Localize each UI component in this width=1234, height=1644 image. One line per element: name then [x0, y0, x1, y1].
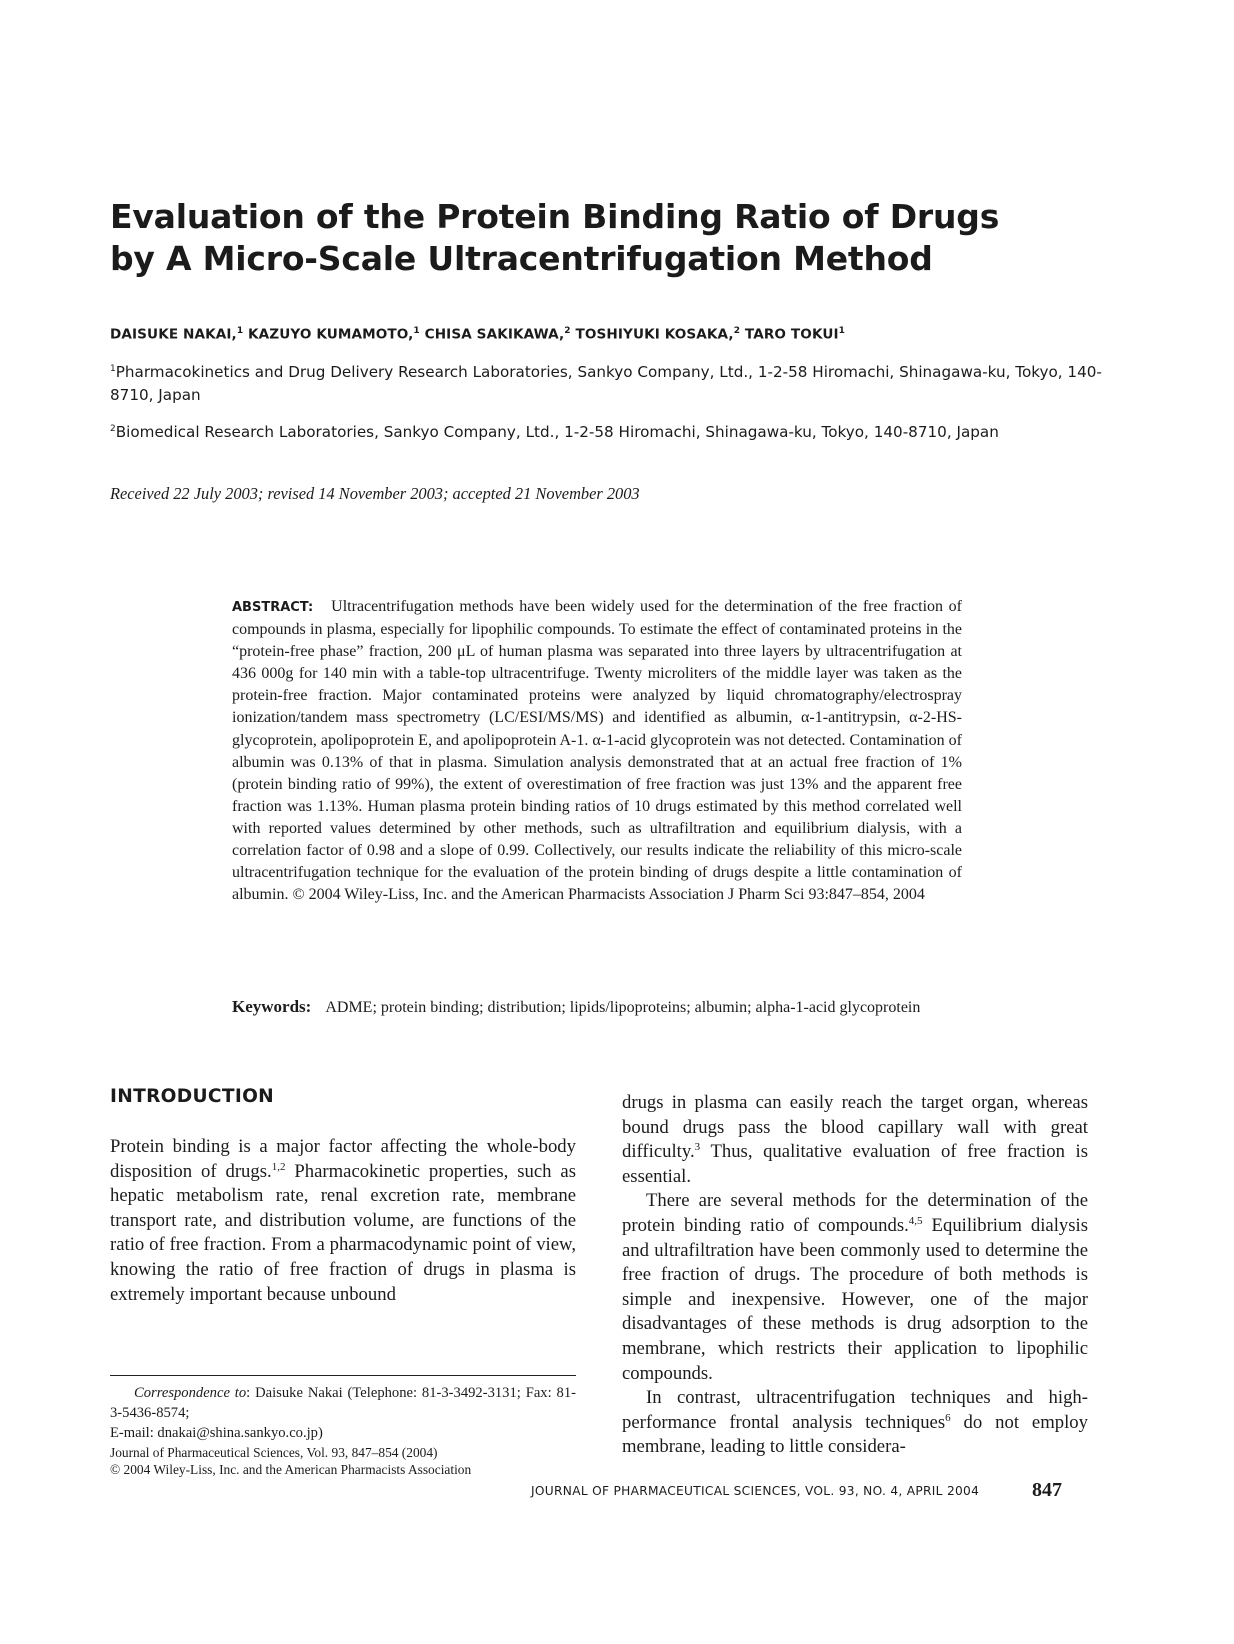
author-affiliation-mark: 2 — [733, 326, 741, 336]
keywords-text: ADME; protein binding; distribution; lipids/lipoproteins; albumin; alpha-1-acid glycoprotein — [325, 999, 921, 1016]
reference-citation: 4,5 — [908, 1214, 923, 1227]
page-number: 847 — [1032, 1479, 1062, 1501]
section-heading-introduction: INTRODUCTION — [110, 1086, 275, 1107]
author-name: CHISA SAKIKAWA, — [424, 326, 565, 343]
journal-citation-note: Journal of Pharmaceutical Sciences, Vol. 93, 847–854 (2004) © 2004 Wiley-Liss, Inc. and the American Pharmacists Association — [110, 1445, 472, 1477]
author-name: KAZUYO KUMAMOTO, — [248, 326, 414, 343]
keywords-label: Keywords: — [232, 997, 312, 1016]
title-line-2: by A Micro-Scale Ultracentrifugation Method — [110, 239, 933, 278]
affiliation-1: $^1$Pharmacokinetics and Drug Delivery Research Laboratories, Sankyo Company, Ltd., 1-2-58 Hiromachi, Shinagawa-ku, Tokyo, 140-8710, Japan — [110, 363, 1102, 405]
author-list — [110, 326, 1150, 343]
author-affiliation-mark: 1 — [413, 326, 420, 336]
footnote-divider — [110, 1375, 576, 1376]
author-name: TOSHIYUKI KOSAKA, — [575, 326, 734, 343]
abstract — [232, 596, 962, 906]
affiliation-2: $^2$Biomedical Research Laboratories, Sankyo Company, Ltd., 1-2-58 Hiromachi, Shinagawa-ku, Tokyo, 140-8710, Japan — [110, 423, 999, 442]
paragraph: drugs in plasma can easily reach the target organ, whereas bound drugs pass the blood capillary wall with great difficulty.$^3$ Thus, qualitative evaluation of free fraction is essential. — [622, 1092, 1088, 1187]
paragraph: In contrast, ultracentrifugation techniques and high-performance frontal analysis techniques$^6$ do not employ membrane, leading to little considera- — [622, 1387, 1088, 1458]
author-name: TARO TOKUI — [744, 326, 839, 343]
reference-citation: 3 — [694, 1140, 701, 1153]
left-column — [110, 1135, 576, 1307]
received-dates: Received 22 July 2003; revised 14 November 2003; accepted 21 November 2003 — [110, 484, 640, 503]
right-column — [622, 1091, 1088, 1460]
article-title — [110, 196, 1110, 280]
author-affiliation-mark: 2 — [564, 326, 571, 336]
paragraph: There are several methods for the determination of the protein binding ratio of compounds.$^{4,5}$ Equilibrium dialysis and ultrafiltration have been commonly used to determine the free fraction of drugs. The procedure of both methods is simple and inexpensive. However, one of the major disadvantages of these methods is drug adsorption to the membrane, which restricts their application to lipophilic compounds. — [622, 1190, 1088, 1384]
reference-citation: 6 — [945, 1411, 951, 1424]
correspondence-footnote: Correspondence to: Daisuke Nakai (Telephone: 81-3-3492-3131; Fax: 81-3-5436-8574; E-mail: dnakai@shina.sankyo.co.jp) — [110, 1385, 576, 1441]
keywords — [232, 996, 962, 1019]
author-affiliation-mark: 1 — [838, 326, 846, 336]
running-footer: JOURNAL OF PHARMACEUTICAL SCIENCES, VOL. 93, NO. 4, APRIL 2004 — [531, 1484, 980, 1498]
reference-citation: 1,2 — [271, 1160, 286, 1173]
title-line-1: Evaluation of the Protein Binding Ratio of Drugs — [110, 197, 1000, 236]
paragraph: Protein binding is a major factor affecting the whole-body disposition of drugs.$^{1,2}$ Pharmacokinetic properties, such as hepatic metabolism rate, renal excretion rate, membrane transport rate, and distribution volume, are functions of the ratio of free fraction. From a pharmacodynamic point of view, knowing the ratio of free fraction of drugs in plasma is extremely important because unbound — [110, 1136, 576, 1305]
author-name: DAISUKE NAKAI, — [110, 326, 237, 343]
abstract-text: Ultracentrifugation methods have been widely used for the determination of the free fraction of compounds in plasma, especially for lipophilic compounds. To estimate the effect of contaminated proteins in the “protein-free phase” fraction, 200 μL of human plasma was separated into three layers by ultracentrifugation at 436 000g for 140 min with a table-top ultracentrifuge. Twenty microliters of the middle layer was taken as the protein-free fraction. Major contaminated proteins were analyzed by liquid chromatography/electrospray ionization/tandem mass spectrometry (LC/ESI/MS/MS) and identified as albumin, α-1-antitrypsin, α-2-HS-glycoprotein, apolipoprotein E, and apolipoprotein A-1. α-1-acid glycoprotein was not detected. Contamination of albumin was 0.13% of that in plasma. Simulation analysis demonstrated that at an actual free fraction of 1% (protein binding ratio of 99%), the extent of overestimation of free fraction was just 13% and the apparent free fraction was 1.13%. Human plasma protein binding ratios of 10 drugs estimated by this method correlated well with reported values determined by other methods, such as ultrafiltration and equilibrium dialysis, with a correlation factor of 0.98 and a slope of 0.99. Collectively, our results indicate the reliability of this micro-scale ultracentrifugation technique for the evaluation of the protein binding of drugs despite a little contamination of albumin. © 2004 Wiley-Liss, Inc. and the American Pharmacists Association J Pharm Sci 93:847–854, 2004 — [232, 598, 962, 904]
author-affiliation-mark: 1 — [236, 326, 244, 336]
abstract-label: ABSTRACT: — [232, 600, 314, 615]
correspondence-label: Correspondence to — [134, 1385, 247, 1401]
correspondence-email: E-mail: dnakai@shina.sankyo.co.jp) — [110, 1425, 323, 1441]
